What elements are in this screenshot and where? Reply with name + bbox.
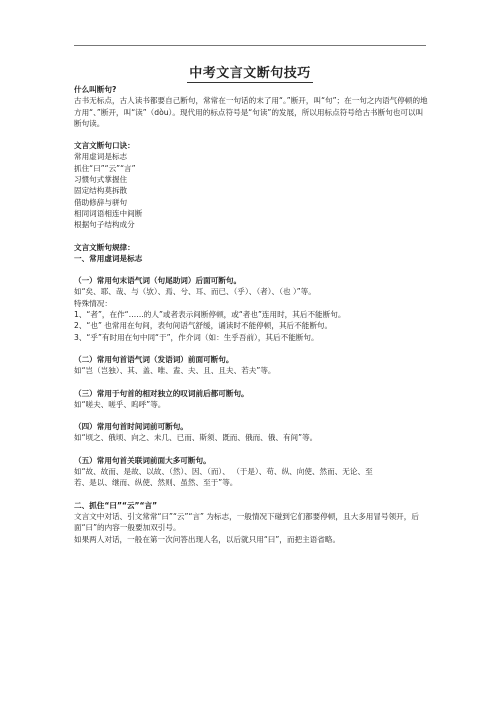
spacer	[74, 377, 430, 388]
part2-body: 如果两人对话，一般在第一次问答出现人名，以后就只用“曰”，而把主语省略。	[74, 534, 341, 544]
what-heading: 什么叫断句?	[74, 85, 117, 94]
sub1-case: 3、“乎”有时用在句中同“于”，作介词（如：生乎吾前），其后不能断句。	[74, 332, 319, 342]
verse-heading: 文言文断句口诀：	[74, 141, 135, 151]
sub4-body: 如“顷之、俄顷、向之、未几、已而、斯须、既而、俄而、俄、有间”等。	[74, 433, 318, 443]
sub3-body: 如“嗟夫、嗟乎、呜呼”等。	[74, 399, 166, 409]
verse-line: 习惯句式掌握住	[74, 175, 128, 185]
verse-line: 根据句子结构成分	[74, 220, 135, 230]
verse-line: 借助修辞与骈句	[74, 197, 128, 207]
document-body	[74, 84, 430, 545]
spacer	[74, 489, 430, 500]
spacer	[74, 231, 430, 242]
spacer	[74, 129, 430, 140]
what-body: 古书无标点，古人读书都要自己断句，常常在一句话的末了用“。”断开，叫“句”；在一句之内语气停顿的地方用“、”断开，叫“读”（dòu）。现代用的标点符号是“句读”的发展，所以用标点符号给古书断句也可以叫断句读。	[74, 96, 428, 128]
header-rule	[74, 45, 426, 46]
spacer	[74, 410, 430, 421]
sub5-body-line: 如“故、故而、是故、以故、（然）、因、（而）、 （于是）、苟、纵、向使、然而、无论、至	[74, 467, 373, 477]
verse-line: 固定结构莫拆散	[74, 186, 128, 196]
page-title	[0, 62, 500, 81]
spacer	[74, 264, 430, 275]
part2-body: 文言文中对话、引文常常“曰”“云”“言” 为标志，一般情况下碰到它们都要停顿，且大多用冒号领开，后面“曰”的内容一般要加双引号。	[74, 511, 419, 533]
sub4-heading: （四）常用句首时间词前可断句。	[74, 422, 188, 432]
sub1-case: 1、“者”，在作“……的人”或者表示间断停顿，或“者也”连用时，其后不能断句。	[74, 310, 346, 320]
part1-heading: 一、常用虚词是标志	[74, 253, 143, 263]
sub1-heading: （一）常用句末语气词（句尾助词）后面可断句。	[74, 276, 242, 286]
sub5-heading: （五）常用句首关联词前面大多可断句。	[74, 455, 211, 465]
verse-line: 常用虚词是标志	[74, 152, 128, 162]
sub3-heading: （三）常用于句首的相对独立的叹词前后都可断句。	[74, 388, 249, 398]
spacer	[74, 444, 430, 455]
rules-heading: 文言文断句规律：	[74, 242, 135, 252]
sub2-heading: （二）常用句首语气词（发语词）前面可断句。	[74, 354, 234, 364]
sub5-body-line: 若、是以、继而、纵使、然则、虽然、至于”等。	[74, 478, 238, 488]
sub1-case: 2、“也” 也常用在句间，表句间语气舒缓，诵读时不能停顿，其后不能断句。	[74, 321, 333, 331]
page-title-text: 中考文言文断句技巧	[189, 66, 311, 81]
sub2-body: 如“岂（岂独）、其、盖、唯、盍、夫、且、且夫、若夫”等。	[74, 366, 276, 376]
verse-line: 抓住“曰”“云”“言”	[74, 163, 136, 173]
sub1-body: 如“矣、耶、哉、与（欤）、焉、兮、耳、而已、（乎）、（者）、（也 ）”等。	[74, 287, 316, 297]
part2-heading: 二、抓住“曰”“云”“言”	[74, 500, 158, 510]
spacer	[74, 343, 430, 354]
sub1-special: 特殊情况：	[74, 298, 112, 308]
verse-line: 相同词语相连中间断	[74, 208, 143, 218]
